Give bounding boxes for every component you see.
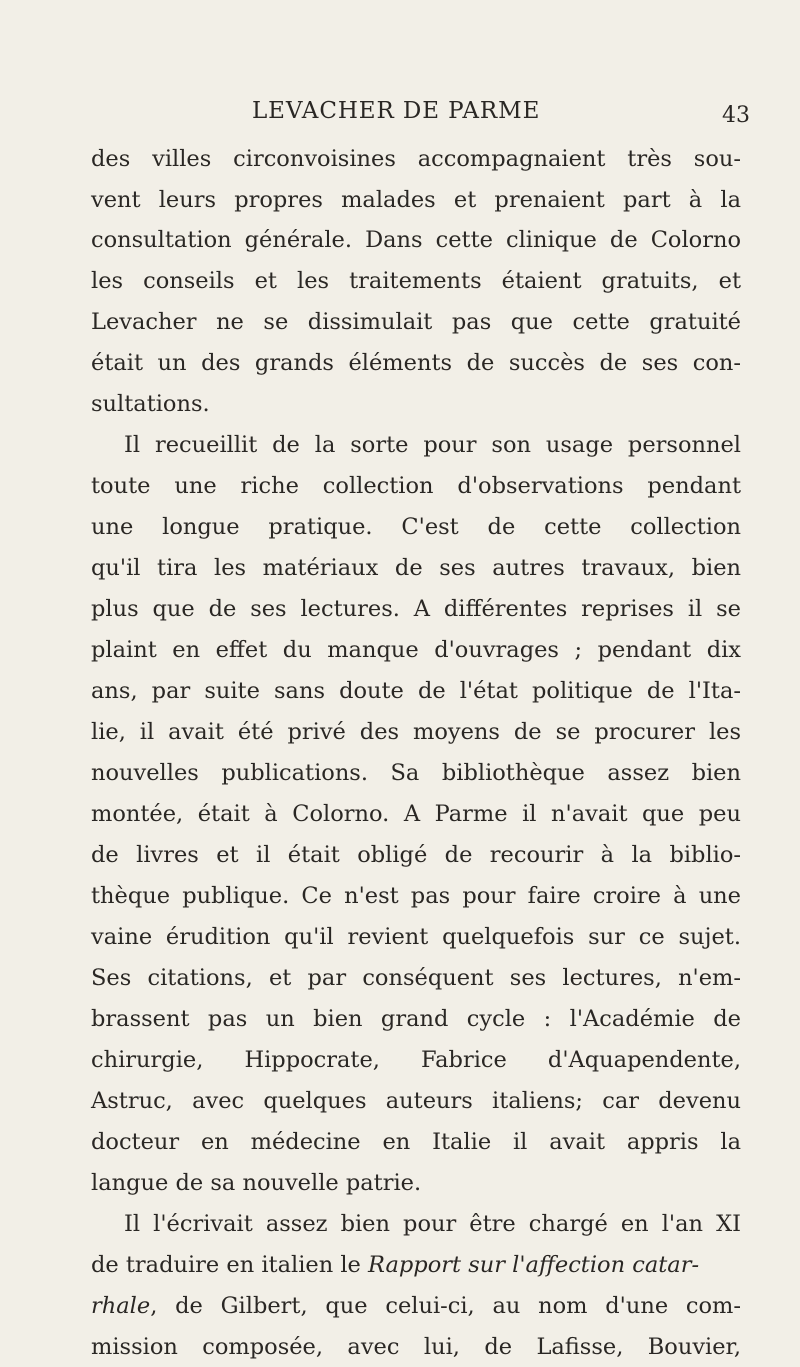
text-line: toute une riche collection d'observations pendant: [91, 473, 741, 499]
cited-title: Rapport sur l'affection catar-: [368, 1252, 700, 1278]
text-line: était un des grands éléments de succès de ses con-: [91, 350, 741, 376]
text-fragment: de traduire en italien le: [91, 1252, 369, 1278]
text-line: docteur en médecine en Italie il avait appris la: [91, 1129, 741, 1155]
text-line: plaint en effet du manque d'ouvrages ; pendant dix: [91, 637, 741, 663]
page-number: 43: [722, 103, 750, 128]
text-line: les conseils et les traitements étaient gratuits, et: [91, 268, 741, 294]
text-line: Levacher ne se dissimulait pas que cette gratuité: [91, 309, 741, 335]
text-line: vent leurs propres malades et prenaient part à la: [91, 187, 741, 213]
text-line: nouvelles publications. Sa bibliothèque assez bien: [91, 760, 741, 786]
text-line: ans, par suite sans doute de l'état politique de l'Ita-: [91, 678, 741, 704]
text-line: Il l'écrivait assez bien pour être chargé en l'an XI: [124, 1211, 741, 1237]
text-line: Ses citations, et par conséquent ses lectures, n'em-: [91, 965, 741, 991]
text-line: sultations.: [91, 391, 210, 417]
text-line: de livres et il était obligé de recourir à la biblio-: [91, 842, 741, 868]
text-line: des villes circonvoisines accompagnaient très sou-: [91, 146, 741, 172]
text-line: thèque publique. Ce n'est pas pour faire croire à une: [91, 883, 741, 909]
text-line: Astruc, avec quelques auteurs italiens; car devenu: [91, 1088, 741, 1114]
text-line-with-title: [91, 1245, 741, 1285]
text-line: chirurgie, Hippocrate, Fabrice d'Aquapendente,: [91, 1047, 741, 1073]
running-head: LEVACHER DE PARME: [252, 98, 541, 124]
text-line: qu'il tira les matériaux de ses autres travaux, bien: [91, 555, 741, 581]
cited-title: rhale: [91, 1293, 151, 1319]
text-line: une longue pratique. C'est de cette collection: [91, 514, 741, 540]
text-line: lie, il avait été privé des moyens de se procurer les: [91, 719, 741, 745]
text-line: montée, était à Colorno. A Parme il n'avait que peu: [91, 801, 741, 827]
text-line: vaine érudition qu'il revient quelquefois sur ce sujet.: [91, 924, 741, 950]
text-line: mission composée, avec lui, de Lafisse, Bouvier,: [91, 1334, 741, 1360]
text-line: consultation générale. Dans cette clinique de Colorno: [91, 227, 741, 253]
text-line: rhale, de Gilbert, que celui-ci, au nom d'une com-: [91, 1293, 741, 1319]
text-line: Il recueillit de la sorte pour son usage personnel: [124, 432, 741, 458]
text-line: plus que de ses lectures. A différentes reprises il se: [91, 596, 741, 622]
text-line: langue de sa nouvelle patrie.: [91, 1170, 422, 1196]
text-line: brassent pas un bien grand cycle : l'Académie de: [91, 1006, 741, 1032]
